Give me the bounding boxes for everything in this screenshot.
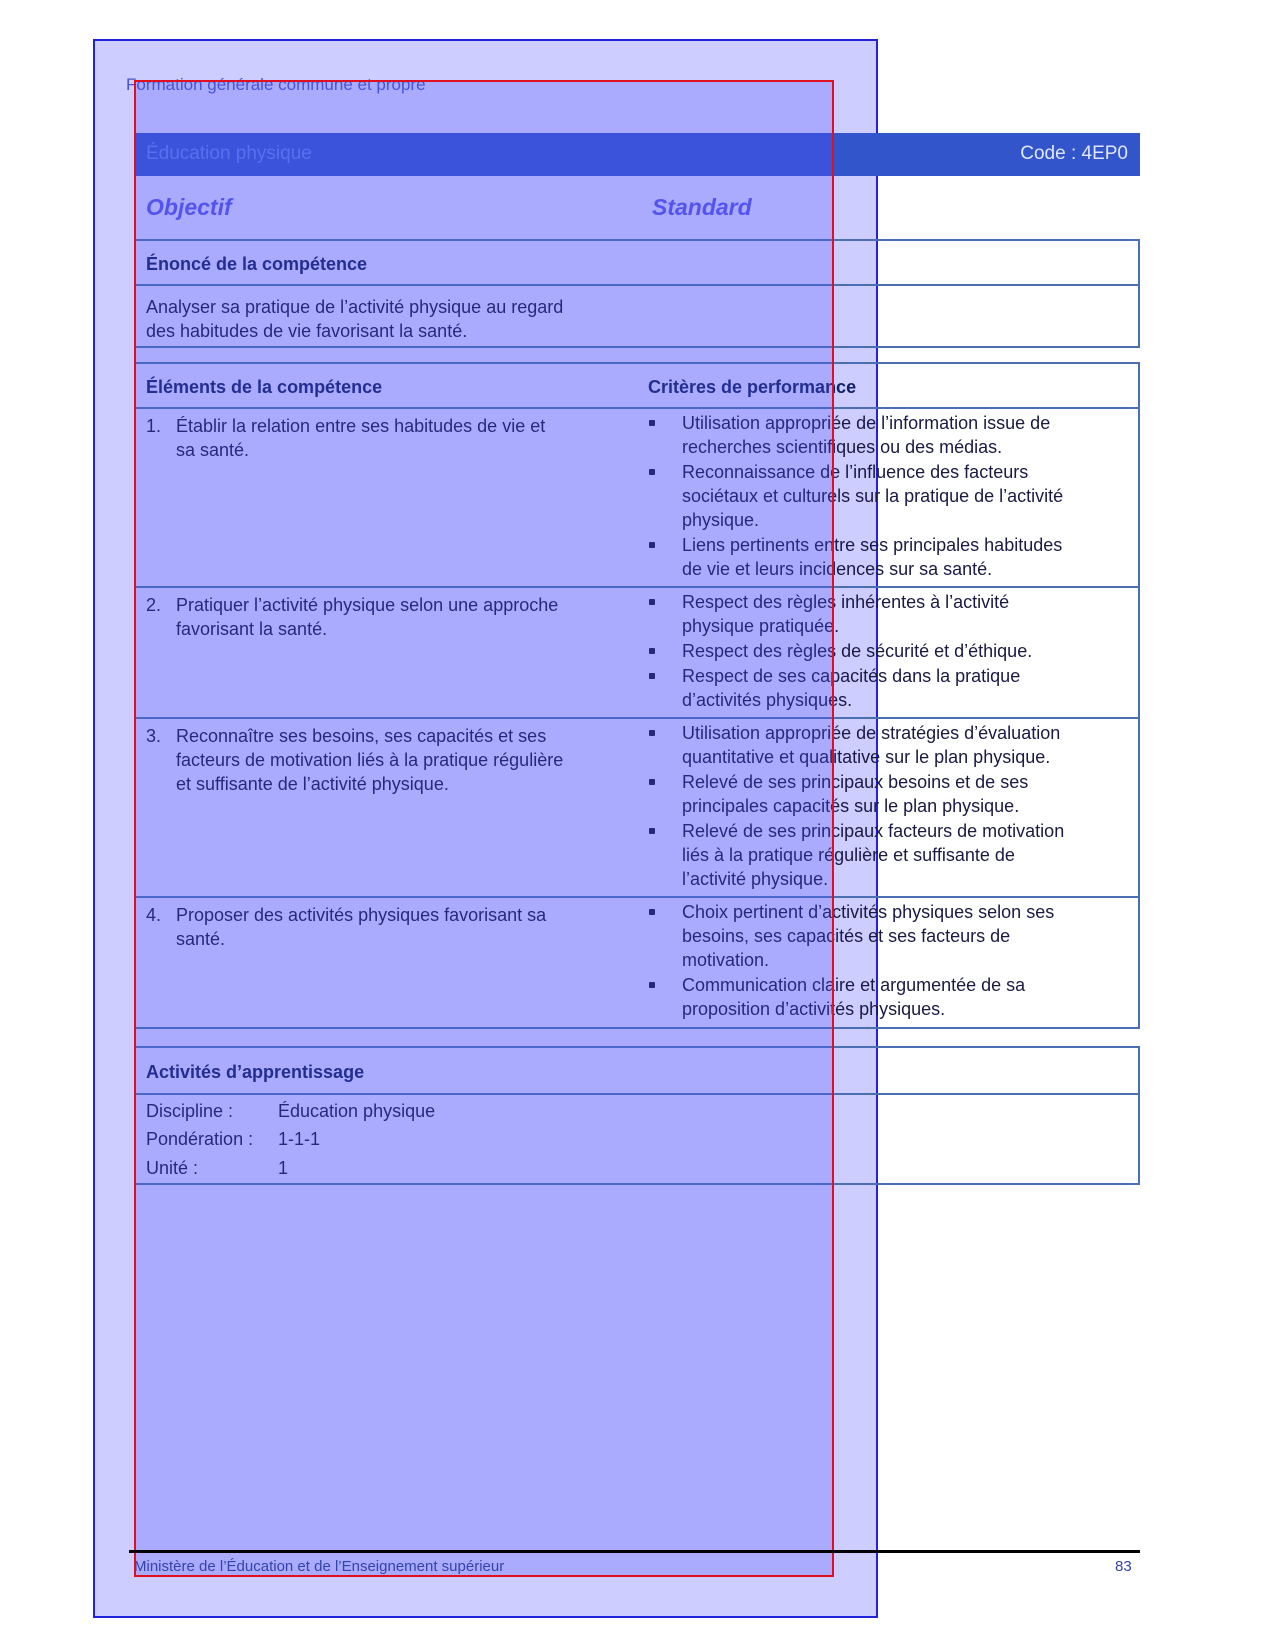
discipline-label: Discipline : — [146, 1101, 234, 1121]
criteria-text-line: physique pratiquée. — [682, 616, 840, 636]
competence-heading: Énoncé de la compétence — [146, 254, 368, 274]
criteria-text-line: Relevé de ses principaux besoins et de ses — [682, 772, 1029, 792]
criteria-text-line: sociétaux et culturels sur la pratique de l’activité — [682, 486, 1064, 506]
course-title: Éducation physique — [146, 143, 312, 164]
criteria-text-line: Communication claire et argumentée de sa — [682, 975, 1026, 995]
weight-label: Pondération : — [146, 1129, 254, 1149]
criteria-text-line: principales capacités sur le plan physique. — [682, 796, 1020, 816]
element-text-line: favorisant la santé. — [176, 619, 328, 639]
element-text-line: Établir la relation entre ses habitudes de vie et — [176, 416, 546, 436]
element-text-line: Reconnaître ses besoins, ses capacités et ses — [176, 726, 547, 746]
criteria-text-line: besoins, ses capacités et ses facteurs de — [682, 926, 1011, 946]
selection-overlay-inner — [134, 80, 834, 1577]
element-number: 1. — [146, 416, 162, 436]
page-number: 83 — [1115, 1558, 1132, 1575]
criteria-text-line: Respect de ses capacités dans la pratique — [682, 666, 1021, 686]
element-text-line: facteurs de motivation liés à la pratique régulière — [176, 750, 564, 770]
element-number: 3. — [146, 726, 162, 746]
unit-value: 1 — [278, 1158, 289, 1178]
criteria-text-line: Liens pertinents entre ses principales habitudes — [682, 535, 1063, 555]
element-text-line: sa santé. — [176, 440, 250, 460]
standard-heading: Standard — [652, 194, 752, 220]
element-text-line: Pratiquer l’activité physique selon une approche — [176, 595, 559, 615]
unit-label: Unité : — [146, 1158, 199, 1178]
criteria-text-line: Choix pertinent d’activités physiques selon ses — [682, 902, 1055, 922]
activities-heading: Activités d’apprentissage — [146, 1062, 365, 1082]
criteria-heading: Critères de performance — [648, 377, 857, 397]
element-number: 4. — [146, 905, 162, 925]
program-category: Formation générale commune et propre — [126, 75, 426, 94]
criteria-text-line: Respect des règles inhérentes à l’activité — [682, 592, 1010, 612]
criteria-text-line: recherches scientifiques ou des médias. — [682, 437, 1003, 457]
element-text-line: Proposer des activités physiques favorisant sa — [176, 905, 547, 925]
criteria-text-line: d’activités physiques. — [682, 690, 853, 710]
criteria-text-line: quantitative et qualitative sur le plan physique. — [682, 747, 1051, 767]
criteria-text-line: Respect des règles de sécurité et d’éthique. — [682, 641, 1033, 661]
criteria-text-line: Utilisation appropriée de stratégies d’évaluation — [682, 723, 1061, 743]
criteria-text-line: Utilisation appropriée de l’information issue de — [682, 413, 1051, 433]
footer-rule — [129, 1550, 1140, 1553]
criteria-text-line: l’activité physique. — [682, 869, 829, 889]
criteria-text-line: de vie et leurs incidences sur sa santé. — [682, 559, 993, 579]
element-number: 2. — [146, 595, 162, 615]
weight-value: 1-1-1 — [278, 1129, 321, 1149]
competence-line-1: Analyser sa pratique de l’activité physique au regard — [146, 297, 564, 317]
criteria-text-line: Reconnaissance de l’influence des facteurs — [682, 462, 1029, 482]
criteria-text-line: physique. — [682, 510, 760, 530]
element-text-line: et suffisante de l’activité physique. — [176, 774, 449, 794]
competence-line-2: des habitudes de vie favorisant la santé. — [146, 321, 468, 341]
criteria-text-line: Relevé de ses principaux facteurs de motivation — [682, 821, 1065, 841]
criteria-text-line: proposition d’activités physiques. — [682, 999, 946, 1019]
element-text-line: santé. — [176, 929, 226, 949]
criteria-text-line: liés à la pratique régulière et suffisante de — [682, 845, 1015, 865]
criteria-text-line: motivation. — [682, 950, 770, 970]
discipline-value: Éducation physique — [278, 1101, 436, 1121]
elements-heading: Éléments de la compétence — [146, 377, 383, 397]
objective-heading: Objectif — [146, 194, 232, 220]
course-code: Code : 4EP0 — [1020, 143, 1128, 164]
footer-ministry: Ministère de l’Éducation et de l’Enseignement supérieur — [134, 1558, 505, 1575]
